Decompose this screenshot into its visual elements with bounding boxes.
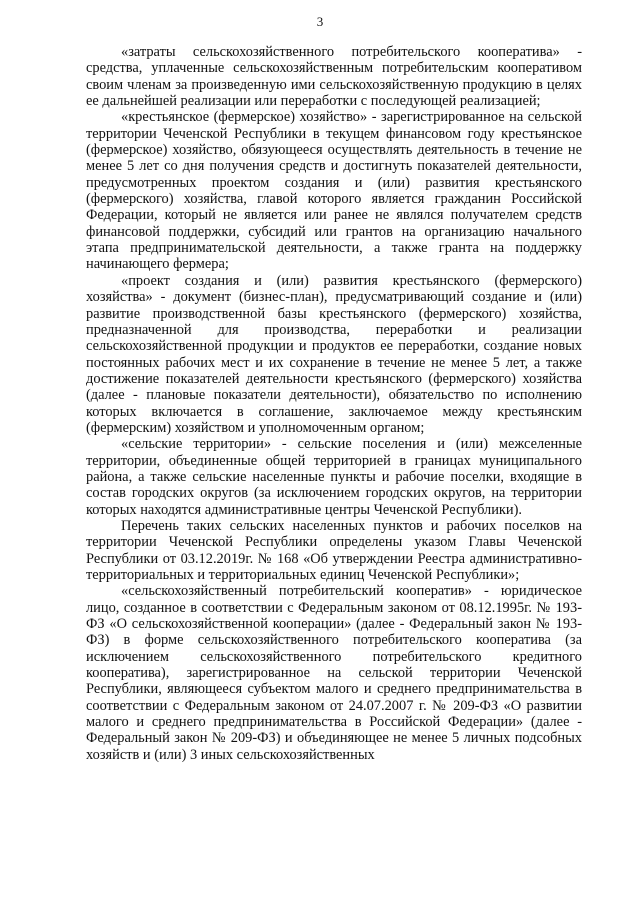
page-number: 3 [316, 14, 324, 29]
document-body [86, 44, 582, 763]
paragraph-rural-territories: «сельские территории» - сельские поселения и (или) межселенные территории, объединенные общей территорией в границах муниципального района, а также сельские населенные пункты и рабочие поселки, входящие в состав городских округов (за исключением городских округов, на территории которых находятся административные центры Чеченской Республики). [86, 436, 582, 518]
paragraph-consumer-cooperative: «сельскохозяйственный потребительский кооператив» - юридическое лицо, созданное в соответствии с Федеральным законом от 08.12.1995г. № 193-ФЗ «О сельскохозяйственной кооперации» (далее - Федеральный закон № 193-ФЗ) в форме сельскохозяйственного потребительского кооператива (за исключением сельскохозяйственного потребительского кредитного кооператива), зарегистрированное на сельской территории Чеченской Республики, являющееся субъектом малого и среднего предпринимательства в соответствии с Федеральным законом от 24.07.2007 г. № 209-ФЗ «О развитии малого и среднего предпринимательства в Российской Федерации» (далее - Федеральный закон № 209-ФЗ) и объединяющее не менее 5 личных подсобных хозяйств и (или) 3 иных сельскохозяйственных [86, 583, 582, 763]
paragraph-farm-project: «проект создания и (или) развития крестьянского (фермерского) хозяйства» - документ (бизнес-план), предусматривающий создание и (или) развитие производственной базы крестьянского (фермерского) хозяйства, предназначенной для производства, переработки и реализации сельскохозяйственной продукции и продуктов ее переработки, создание новых постоянных рабочих мест и их сохранение в течение не менее 5 лет, а также достижение показателей деятельности крестьянского (фермерского) хозяйства (далее - плановые показатели деятельности), обязательство по исполнению которых включается в соглашение, заключаемое между крестьянским (фермерским) хозяйством и уполномоченным органом; [86, 272, 582, 436]
paragraph-cooperative-costs: «затраты сельскохозяйственного потребительского кооператива» - средства, уплаченные сельскохозяйственным потребительским кооперативом своим членам за произведенную ими сельскохозяйственную продукцию в целях ее дальнейшей реализации или переработки с последующей реализацией; [86, 44, 582, 110]
paragraph-peasant-farm: «крестьянское (фермерское) хозяйство» - зарегистрированное на сельской территории Чеченской Республики в текущем финансовом году крестьянское (фермерское) хозяйство, обязующееся осуществлять деятельность в течение не менее 5 лет со дня получения средств и достигнуть показателей деятельности, предусмотренных проектом создания и (или) развития крестьянского (фермерского) хозяйства, главой которого является гражданин Российской Федерации, который не является или ранее не являлся получателем средств финансовой поддержки, субсидий или грантов на организацию начального этапа предпринимательской деятельности, а также гранта на поддержку начинающего фермера; [86, 109, 582, 273]
paragraph-settlements-list: Перечень таких сельских населенных пунктов и рабочих поселков на территории Чеченской Республики определены указом Главы Чеченской Республики от 03.12.2019г. № 168 «Об утверждении Реестра административно-территориальных и территориальных единиц Чеченской Республики»; [86, 517, 582, 583]
